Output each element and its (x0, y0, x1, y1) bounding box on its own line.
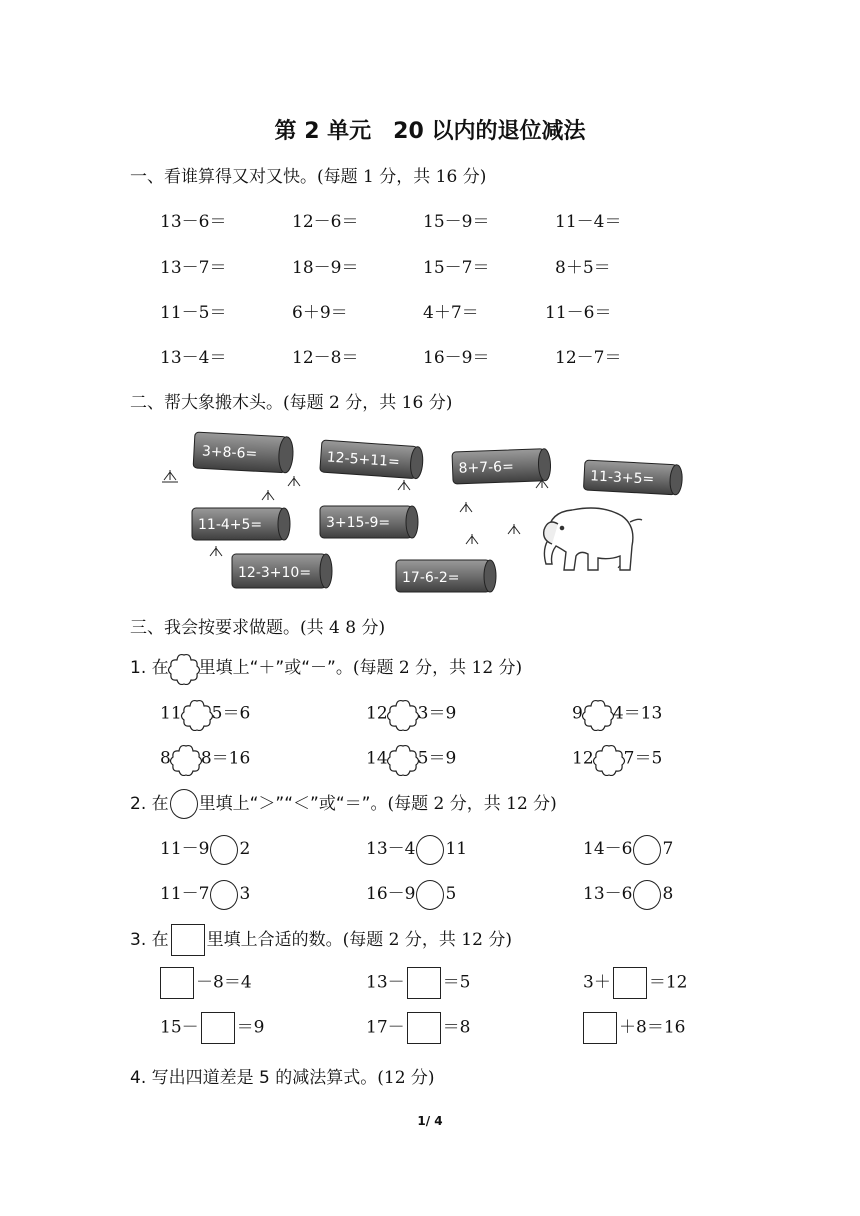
log-label: 8+7-6= (458, 458, 515, 477)
q1-left: 12 (366, 703, 388, 724)
q3-right: ＝5 (442, 972, 471, 993)
q2-left: 14－6 (583, 839, 633, 859)
problem: 11－6＝ (545, 303, 612, 323)
q1-left: 8 (160, 748, 171, 769)
q3-right: ＝9 (236, 1017, 265, 1038)
flower-blank-icon[interactable] (386, 742, 420, 776)
problem: 15－9＝ (423, 212, 490, 232)
q1-note: (每题 2 分，共 12 分) (352, 658, 523, 678)
log-1 (193, 432, 294, 473)
q1-right: 5＝6 (211, 703, 251, 724)
problem: 13－4＝ (160, 348, 227, 368)
q1-item (366, 742, 456, 776)
flower-blank-icon[interactable] (169, 742, 203, 776)
problem: 15－7＝ (423, 258, 490, 278)
q1-item (366, 697, 456, 731)
flower-blank-icon[interactable] (592, 742, 626, 776)
page-number: 1/ 4 (417, 1114, 443, 1128)
compare-circle[interactable] (633, 880, 661, 910)
section3-heading-text: 三、我会按要求做题。 (130, 618, 300, 638)
problem: 16－9＝ (423, 348, 490, 368)
q3-mid: 里填上合适的数。 (206, 930, 343, 950)
q3-item (160, 1012, 264, 1044)
q2-pre: 2. 在 (130, 794, 169, 814)
q3-instruction (130, 924, 512, 956)
q3-right: －8＝4 (196, 972, 252, 993)
section3-heading (130, 613, 385, 638)
log-label: 12-3+10= (238, 565, 312, 581)
log-label: 17-6-2= (402, 570, 460, 586)
q1-right: 8＝16 (200, 748, 251, 769)
section1-heading (130, 162, 486, 187)
q3-item (366, 1012, 470, 1044)
flower-blank-icon (167, 651, 201, 685)
log-7 (232, 554, 332, 588)
q1-right: 7＝5 (623, 748, 663, 769)
compare-circle[interactable] (210, 880, 238, 910)
q1-item (160, 742, 250, 776)
q2-left: 11－7 (160, 884, 210, 904)
log-label: 12-5+11= (326, 449, 401, 471)
q4-note: (12 分) (377, 1068, 435, 1088)
problem: 11－4＝ (555, 212, 622, 232)
q3-left: 15－ (160, 1017, 199, 1038)
q2-note: (每题 2 分，共 12 分) (387, 794, 557, 814)
section2-heading-text: 二、帮大象搬木头。 (130, 393, 283, 413)
log-4 (583, 460, 682, 495)
q1-pre: 1. 在 (130, 658, 169, 678)
log-label: 11-3+5= (589, 468, 655, 488)
flower-blank-icon[interactable] (180, 697, 214, 731)
answer-box[interactable] (201, 1012, 235, 1044)
section1-note: (每题 1 分，共 16 分) (317, 167, 487, 187)
q2-item (160, 834, 250, 865)
answer-box[interactable] (613, 967, 647, 999)
q3-item (158, 967, 252, 999)
problem: 12－7＝ (555, 348, 622, 368)
q2-item (366, 879, 456, 910)
answer-box[interactable] (160, 967, 194, 999)
q3-left: 17－ (366, 1017, 405, 1038)
q2-item (160, 879, 250, 910)
problem: 13－6＝ (160, 212, 227, 232)
section2-note: (每题 2 分，共 16 分) (283, 393, 453, 413)
q2-left: 13－4 (366, 839, 416, 859)
problem: 4＋7＝ (423, 303, 479, 323)
flower-blank-icon[interactable] (386, 697, 420, 731)
problem: 8＋5＝ (555, 258, 611, 278)
q2-left: 13－6 (583, 884, 633, 904)
q3-right: ＋8＝16 (619, 1017, 686, 1038)
q2-item (366, 834, 467, 865)
q1-right: 3＝9 (417, 703, 457, 724)
log-3 (452, 449, 551, 484)
elephant-logs-illustration (150, 420, 710, 600)
q3-left: 3＋ (583, 972, 611, 993)
q2-right: 3 (239, 884, 251, 904)
problem: 11－5＝ (160, 303, 227, 323)
problem: 18－9＝ (292, 258, 359, 278)
q2-left: 16－9 (366, 884, 416, 904)
q1-item (572, 697, 662, 731)
answer-box[interactable] (407, 967, 441, 999)
q1-instruction (130, 651, 522, 685)
q1-left: 12 (572, 748, 594, 769)
q3-right: ＝8 (442, 1017, 471, 1038)
compare-circle[interactable] (416, 880, 444, 910)
q2-instruction (130, 789, 557, 819)
compare-circle[interactable] (633, 835, 661, 865)
compare-circle[interactable] (210, 835, 238, 865)
q4-instruction (130, 1063, 435, 1088)
flower-blank-icon[interactable] (581, 697, 615, 731)
log-label: 3+8-6= (201, 443, 258, 463)
page-title: 第 2 单元 20 以内的退位减法 (274, 119, 586, 144)
section3-note: (共 4 8 分) (300, 618, 386, 638)
q2-right: 11 (445, 839, 468, 859)
section1-heading-text: 一、看谁算得又对又快。 (130, 167, 317, 187)
box-blank-icon (171, 924, 205, 956)
q1-right: 4＝13 (612, 703, 663, 724)
q2-mid: 里填上“＞”“＜”或“＝”。 (198, 794, 388, 814)
q1-right: 5＝9 (417, 748, 457, 769)
q2-right: 7 (662, 839, 674, 859)
log-label: 3+15-9= (326, 515, 391, 531)
log-8 (396, 560, 496, 592)
q3-right: ＝12 (648, 972, 688, 993)
answer-box[interactable] (583, 1012, 617, 1044)
log-label: 11-4+5= (198, 517, 263, 533)
log-6 (320, 506, 418, 538)
q1-left: 14 (366, 748, 388, 769)
circle-blank-icon (170, 789, 198, 819)
problem: 13－7＝ (160, 258, 227, 278)
q2-right: 5 (445, 884, 457, 904)
q4-text: 4. 写出四道差是 5 的减法算式。 (130, 1068, 378, 1088)
q1-item (160, 697, 250, 731)
log-2 (320, 440, 424, 479)
log-5 (192, 508, 290, 540)
problem: 12－6＝ (292, 212, 359, 232)
q2-right: 8 (662, 884, 674, 904)
q2-right: 2 (239, 839, 251, 859)
q2-item (583, 879, 673, 910)
answer-box[interactable] (407, 1012, 441, 1044)
q1-left: 9 (572, 703, 583, 724)
q3-left: 13－ (366, 972, 405, 993)
q2-left: 11－9 (160, 839, 210, 859)
section2-heading (130, 388, 452, 413)
problem: 6＋9＝ (292, 303, 348, 323)
compare-circle[interactable] (416, 835, 444, 865)
q3-pre: 3. 在 (130, 930, 169, 950)
q1-item (572, 742, 662, 776)
q1-left: 11 (160, 703, 182, 724)
q3-item (366, 967, 470, 999)
elephant-icon (544, 508, 642, 570)
q1-mid: 里填上“＋”或“－”。 (198, 658, 353, 678)
problem: 12－8＝ (292, 348, 359, 368)
q2-item (583, 834, 673, 865)
q3-item (581, 1012, 685, 1044)
q3-note: (每题 2 分，共 12 分) (342, 930, 512, 950)
q3-item (583, 967, 687, 999)
